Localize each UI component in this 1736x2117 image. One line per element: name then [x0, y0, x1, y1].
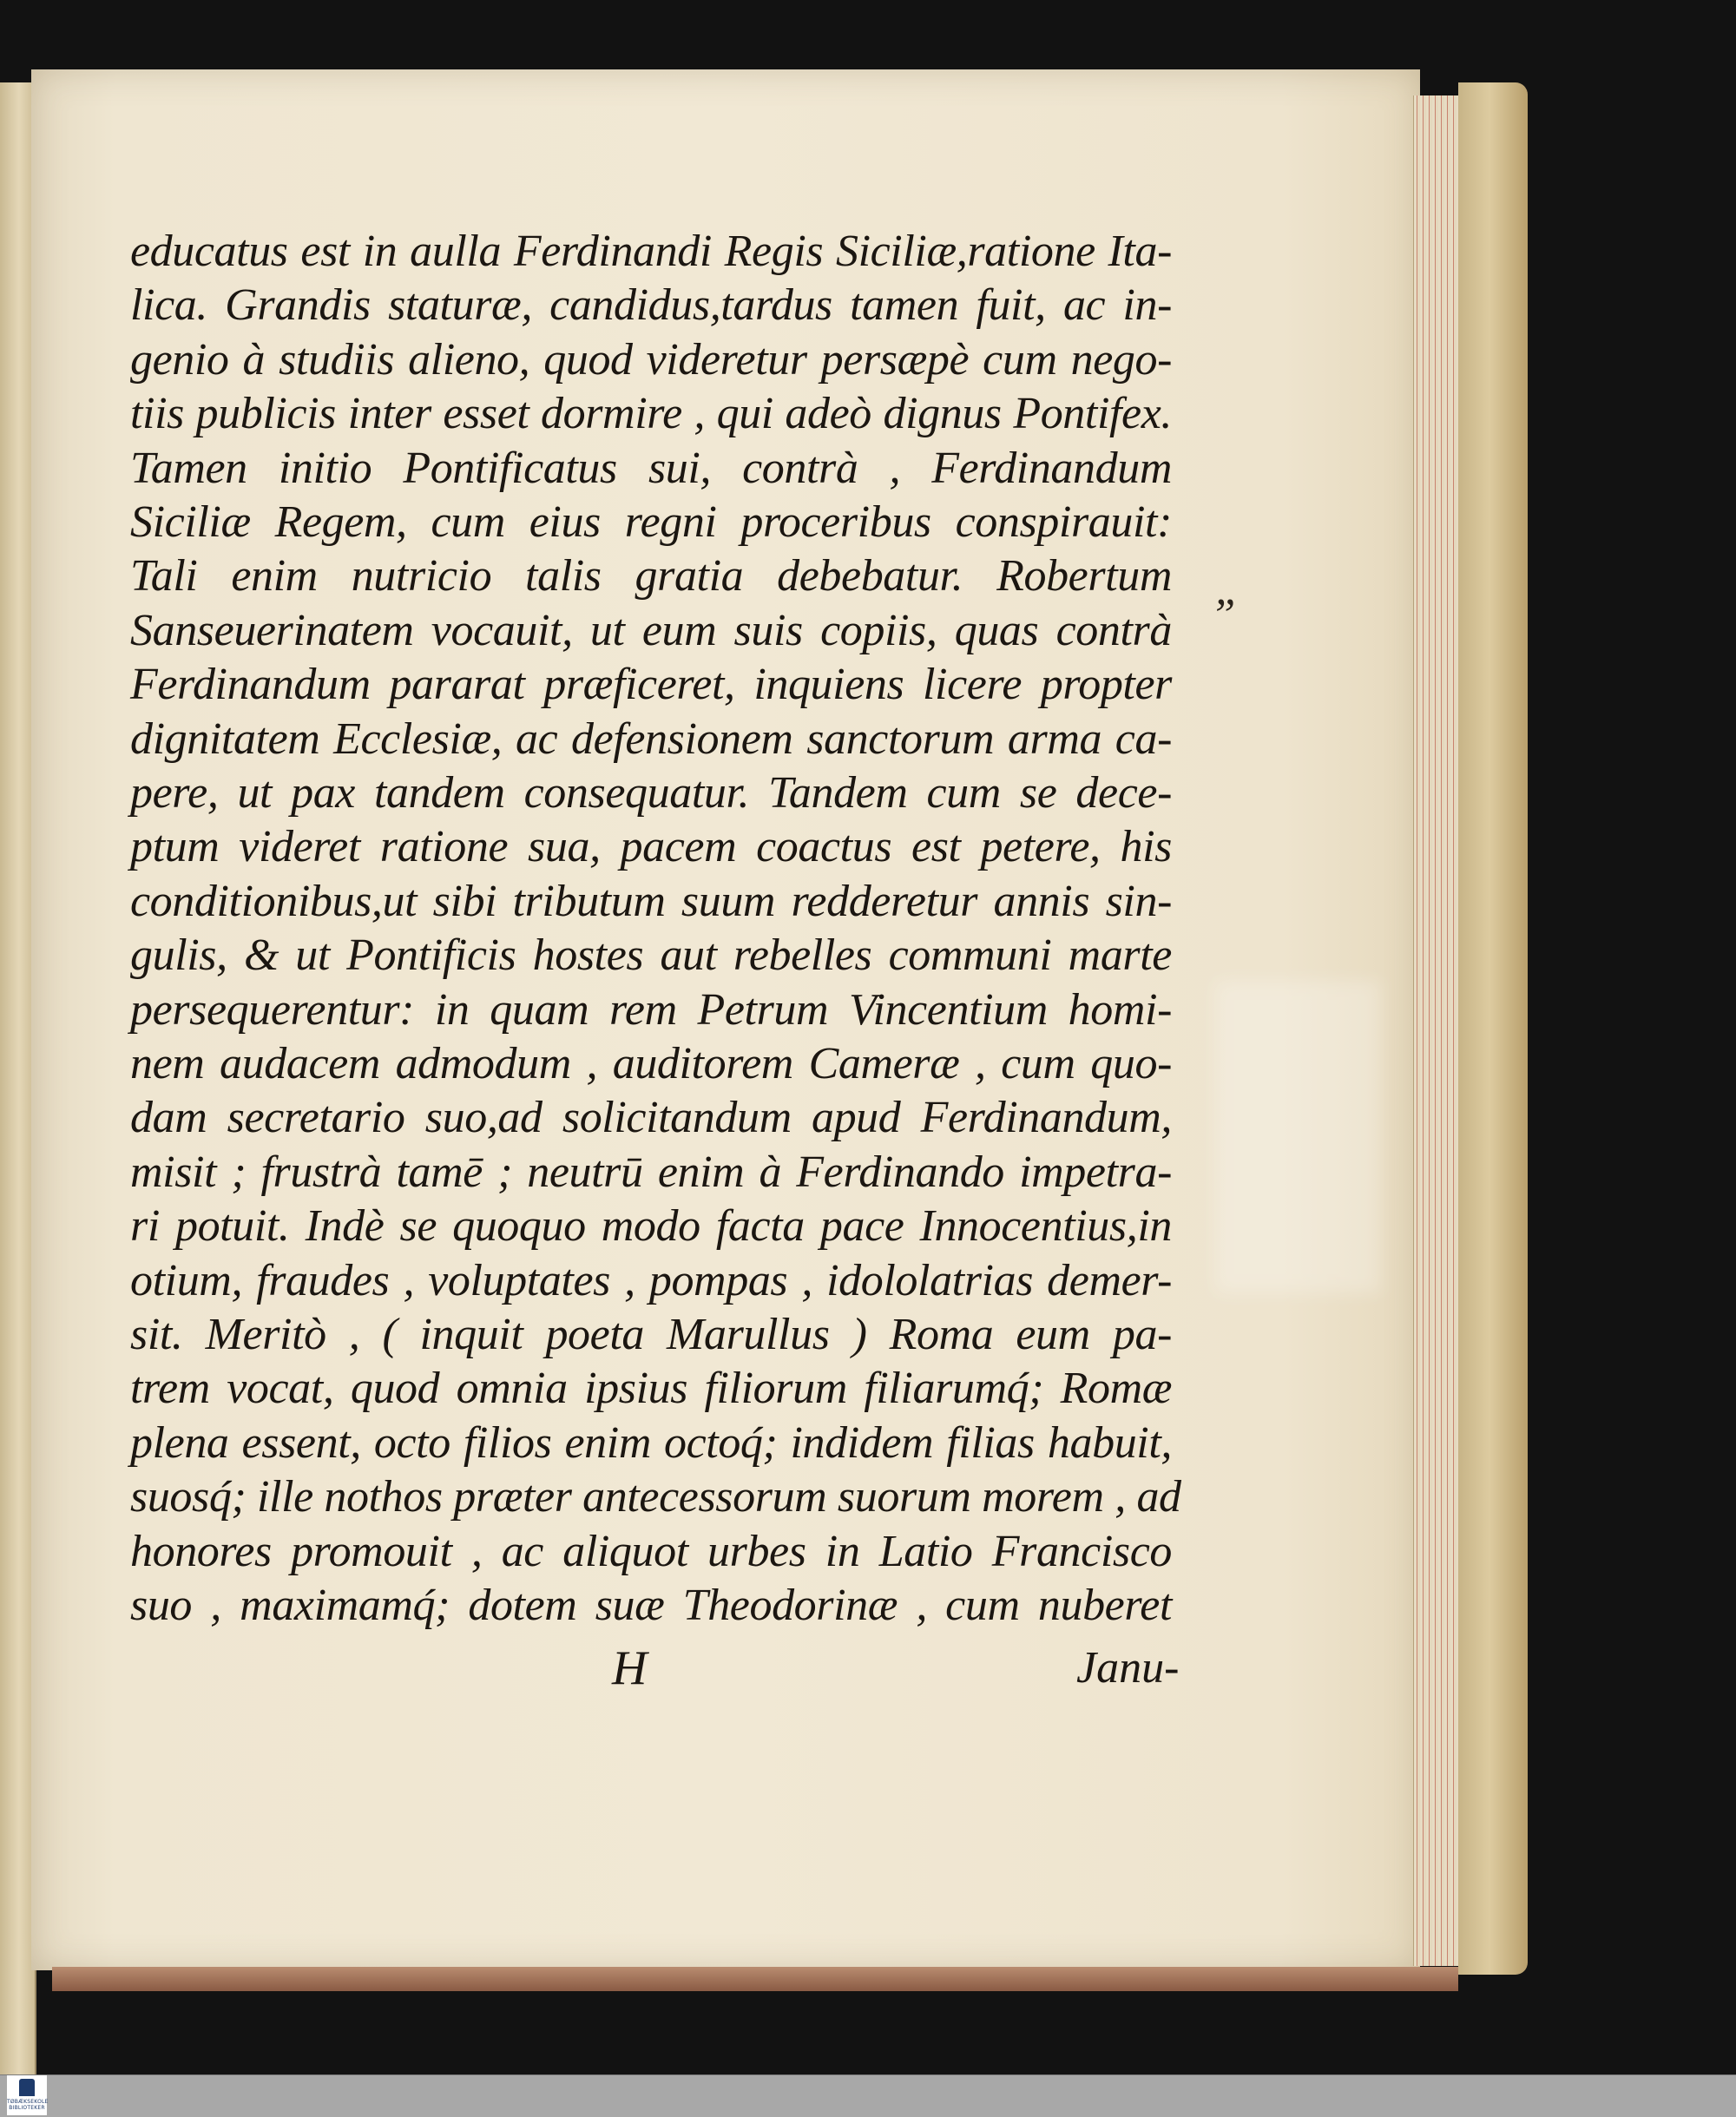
text-line: suosq́; ille nothos præter antecessorum suorum morem , ad: [130, 1472, 1181, 1522]
text-line: Sanseuerinatem vocauit, ut eum suis copiis, quas contrà: [130, 605, 1172, 655]
text-line: Tali enim nutricio talis gratia debebatur. Robertum: [130, 551, 1172, 602]
text-line: dam secretario suo,ad solicitandum apud Ferdinandum,: [130, 1093, 1172, 1143]
text-line: nem audacem admodum , auditorem Cameræ , cum quo-: [130, 1039, 1172, 1088]
library-logo-text: TØBÆKSEKOLE BIBLIOTEKER: [7, 2099, 49, 2111]
text-line: lica. Grandis staturæ, candidus,tardus tamen fuit, ac in-: [130, 280, 1172, 331]
library-logo: [7, 2075, 47, 2115]
margin-quote-mark: „: [1215, 565, 1240, 615]
text-line: trem vocat, quod omnia ipsius filiorum filiarumq́; Romæ: [130, 1364, 1172, 1414]
text-line: tiis publicis inter esset dormire , qui adeò dignus Pontifex.: [130, 389, 1172, 439]
text-line: ptum videret ratione sua, pacem coactus est petere, his: [130, 822, 1172, 872]
text-line: gulis, & ut Pontificis hostes aut rebelles communi marte: [130, 930, 1172, 981]
text-line: ri potuit. Indè se quoquo modo facta pace Innocentius,in: [130, 1201, 1172, 1252]
text-line: dignitatem Ecclesiæ, ac defensionem sanctorum arma ca-: [130, 713, 1172, 764]
catchword: Janu-: [1076, 1643, 1180, 1693]
text-line: educatus est in aulla Ferdinandi Regis Siciliæ,ratione Ita-: [130, 227, 1172, 276]
text-line: persequerentur: in quam rem Petrum Vincentium homi-: [130, 984, 1172, 1035]
vellum-cover-edge: [1458, 82, 1528, 1975]
text-line: conditionibus,ut sibi tributum suum redderetur annis sin-: [130, 876, 1172, 926]
signature-mark: H: [612, 1641, 648, 1695]
text-line: plena essent, octo filios enim octoq́; indidem filias habuit,: [130, 1417, 1172, 1468]
text-line: pere, ut pax tandem consequatur. Tandem cum se dece-: [130, 768, 1172, 818]
viewer-footer-bar: [0, 2074, 1736, 2117]
library-logo-icon: [19, 2079, 35, 2096]
text-line: Tamen initio Pontificatus sui, contrà , Ferdinandum: [130, 443, 1172, 493]
text-line: otium, fraudes , voluptates , pompas , idololatrias demer-: [130, 1255, 1172, 1305]
text-line: sit. Meritò , ( inquit poeta Marullus ) Roma eum pa-: [130, 1310, 1172, 1359]
text-line: honores promouit , ac aliquot urbes in Latio Francisco: [130, 1526, 1172, 1576]
text-line: misit ; frustrà tamē ; neutrū enim à Ferdinando impetra-: [130, 1147, 1172, 1197]
text-line: Ferdinandum pararat præficeret, inquiens licere propter: [130, 660, 1172, 710]
paper-stain: [1215, 981, 1380, 1293]
text-line: suo , maximamq́; dotem suæ Theodorinæ , cum nuberet: [130, 1581, 1172, 1630]
text-line: Siciliæ Regem, cum eius regni proceribus conspirauit:: [130, 497, 1172, 547]
text-line: genio à studiis alieno, quod videretur persæpè cum nego-: [130, 334, 1172, 385]
page-bottom-edge: [52, 1967, 1458, 1991]
